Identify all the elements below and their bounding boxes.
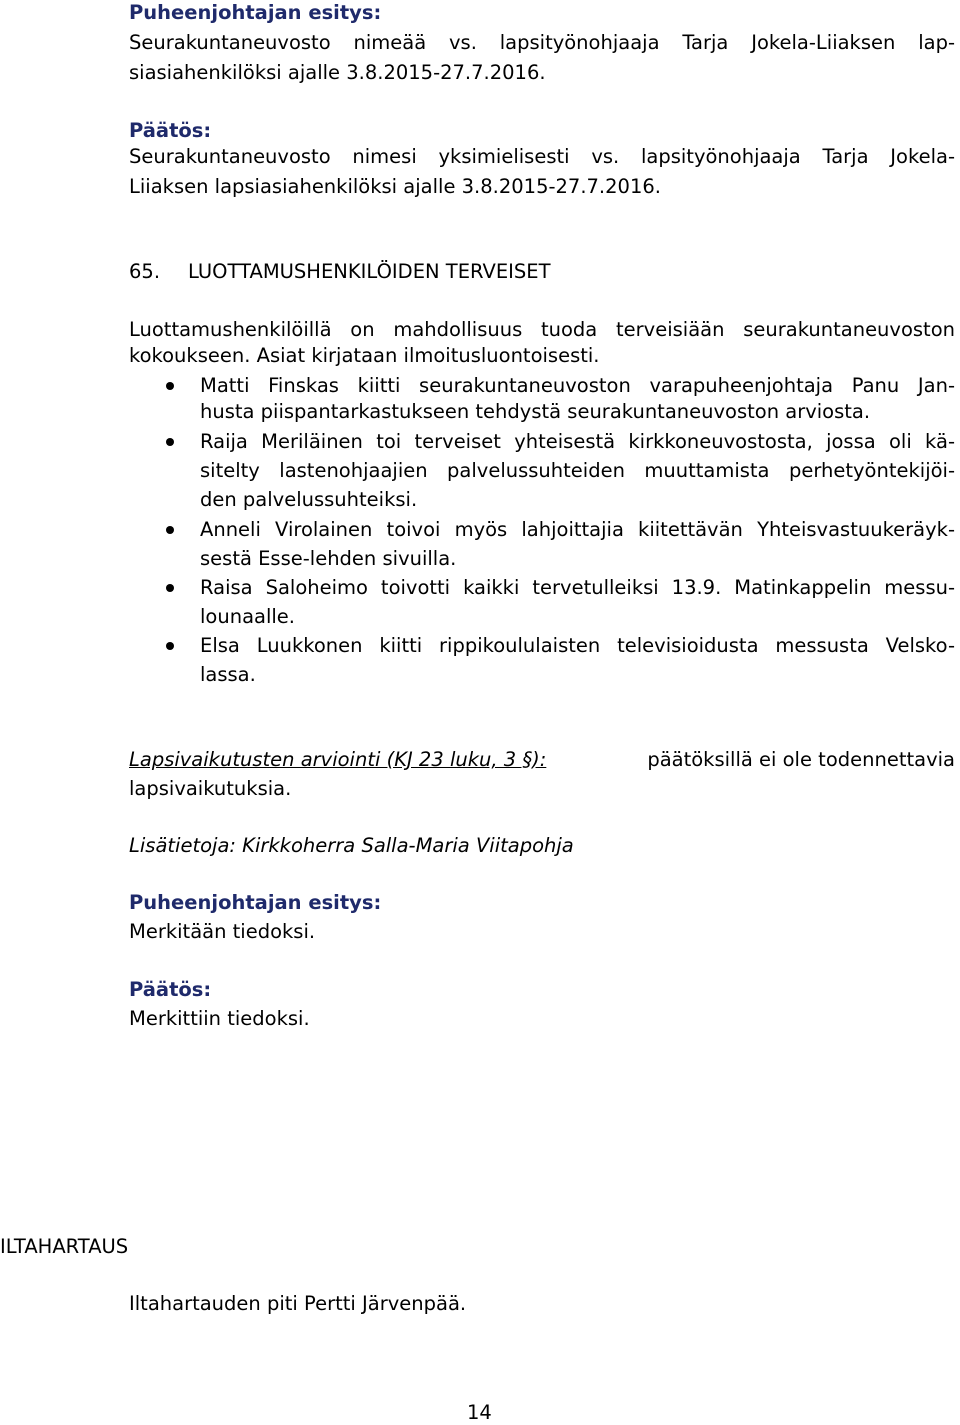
bullet-icon: [166, 382, 174, 390]
section-number: 65.: [129, 260, 161, 283]
page-number: 14: [467, 1401, 492, 1424]
bullet-5-line-2: lassa.: [200, 663, 256, 686]
evening-text: Iltahartauden piti Pertti Järvenpää.: [129, 1292, 467, 1315]
bullet-4-line-2: lounaalle.: [200, 605, 295, 628]
intro-line-1: Luottamushenkilöillä on mahdollisuus tuoda terveisiään seurakuntaneuvoston: [129, 318, 955, 341]
decision-heading-1: Päätös:: [129, 119, 212, 142]
bullet-1-line-1: Matti Finskas kiitti seurakuntaneuvoston varapuheenjohtaja Panu Jan-: [200, 374, 955, 397]
proposal-heading-2: Puheenjohtajan esitys:: [129, 891, 382, 914]
bullet-3-line-1: Anneli Virolainen toivoi myös lahjoittajia kiitettävän Yhteisvastuukeräyk-: [200, 518, 955, 541]
intro-line-2: kokoukseen. Asiat kirjataan ilmoitusluontoisesti.: [129, 344, 600, 367]
child-impact-text: päätöksillä ei ole todennettavia: [647, 748, 955, 771]
bullet-2-line-2: sitelty lastenohjaajien palvelussuhteiden muuttamista perhetyöntekijöi-: [200, 459, 955, 482]
bullet-2-line-3: den palvelussuhteiksi.: [200, 488, 418, 511]
proposal-line-2: siasiahenkilöksi ajalle 3.8.2015-27.7.2016.: [129, 61, 546, 84]
decision-line-2: Liiaksen lapsiasiahenkilöksi ajalle 3.8.2015-27.7.2016.: [129, 175, 661, 198]
bullet-3-line-2: sestä Esse-lehden sivuilla.: [200, 547, 457, 570]
decision-text-2: Merkittiin tiedoksi.: [129, 1007, 310, 1030]
bullet-icon: [166, 642, 174, 650]
more-info: Lisätietoja: Kirkkoherra Salla-Maria Viitapohja: [129, 834, 574, 857]
bullet-1-line-2: husta piispantarkastukseen tehdystä seurakuntaneuvoston arviosta.: [200, 400, 871, 423]
child-impact-row: [129, 750, 955, 770]
bullet-icon: [166, 584, 174, 592]
bullet-5-line-1: Elsa Luukkonen kiitti rippikoululaisten televisioidusta messusta Velsko-: [200, 634, 955, 657]
child-impact-label: Lapsivaikutusten arviointi (KJ 23 luku, 3 §):: [129, 748, 547, 771]
decision-line-1: Seurakuntaneuvosto nimesi yksimielisesti vs. lapsityönohjaaja Tarja Jokela-: [129, 145, 955, 168]
decision-heading-2: Päätös:: [129, 978, 212, 1001]
proposal-text-2: Merkitään tiedoksi.: [129, 920, 316, 943]
bullet-2-line-1: Raija Meriläinen toi terveiset yhteisestä kirkkoneuvostosta, jossa oli kä-: [200, 430, 955, 453]
proposal-line-1: Seurakuntaneuvosto nimeää vs. lapsityönohjaaja Tarja Jokela-Liiaksen lap-: [129, 31, 955, 54]
bullet-icon: [166, 438, 174, 446]
section-title: LUOTTAMUSHENKILÖIDEN TERVEISET: [188, 260, 551, 283]
evening-title: ILTAHARTAUS: [0, 1235, 129, 1258]
bullet-4-line-1: Raisa Saloheimo toivotti kaikki tervetulleiksi 13.9. Matinkappelin messu-: [200, 576, 955, 599]
proposal-heading-1: Puheenjohtajan esitys:: [129, 1, 382, 24]
child-impact-text-2: lapsivaikutuksia.: [129, 777, 292, 800]
bullet-icon: [166, 526, 174, 534]
